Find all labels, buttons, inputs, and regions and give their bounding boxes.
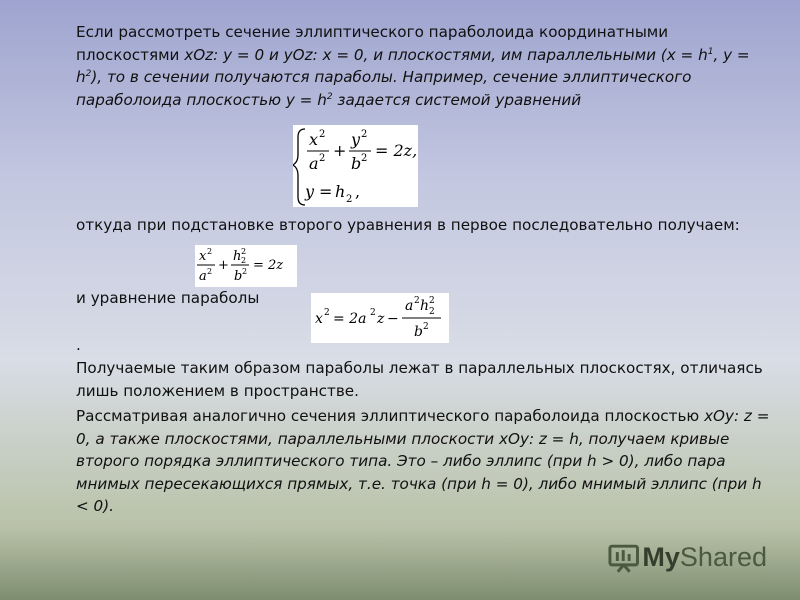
svg-text:h: h <box>335 182 346 201</box>
closing-text: Рассматривая аналогично сечения эллиптического параболоида плоскостью <box>76 407 705 425</box>
svg-text:+: + <box>218 258 229 273</box>
svg-text:2: 2 <box>370 308 376 318</box>
intro-text-italic-1: xOz: y = 0 и yOz: x = 0, и плоскостями, им параллельными (x = h <box>184 45 708 64</box>
svg-text:2: 2 <box>241 247 247 256</box>
h2-superscript: 2 <box>85 69 92 79</box>
intro-text-italic-2: , y = h <box>76 45 750 86</box>
svg-text:= 2z: = 2z <box>253 258 284 273</box>
svg-text:z: z <box>377 311 385 327</box>
svg-text:,: , <box>355 182 361 201</box>
svg-text:a: a <box>405 298 414 314</box>
closing-paragraph <box>76 405 776 518</box>
svg-text:2: 2 <box>414 296 420 306</box>
sys-y-row2: y <box>305 182 315 201</box>
svg-text:2: 2 <box>207 267 213 276</box>
intro-text-italic-4: задается системой уравнений <box>332 90 582 109</box>
substitution-formula <box>195 245 297 287</box>
sys-x: x <box>309 130 319 149</box>
sys-y: y <box>351 130 361 149</box>
svg-text:2: 2 <box>324 308 330 318</box>
svg-text:2: 2 <box>241 256 247 265</box>
svg-text:2: 2 <box>207 247 213 256</box>
svg-text:2: 2 <box>429 307 435 317</box>
svg-text:2: 2 <box>319 129 326 140</box>
sys-rhs: = 2z, <box>375 141 418 160</box>
h1-subscript: 1 <box>707 46 714 57</box>
logo-text: MyShared <box>642 541 767 572</box>
svg-text:h: h <box>233 249 242 264</box>
svg-text:2: 2 <box>346 194 353 205</box>
intro-text: Если рассмотреть сечение эллиптического параболоида координатными плоскостями <box>76 23 669 64</box>
svg-text:2: 2 <box>319 153 326 164</box>
svg-text:a: a <box>199 269 207 284</box>
intro-paragraph <box>76 21 776 111</box>
svg-text:=: = <box>319 182 333 201</box>
svg-text:2: 2 <box>429 296 435 306</box>
sys-b: b <box>351 154 362 173</box>
svg-text:2: 2 <box>361 129 368 140</box>
myshared-logo <box>607 539 767 575</box>
system-of-equations-formula <box>293 125 418 207</box>
svg-text:h: h <box>420 298 430 314</box>
svg-text:+: + <box>333 141 347 160</box>
sys-a: a <box>309 154 319 173</box>
intro-text-italic-3: ), то в сечении получаются параболы. Например, сечение эллиптического параболоида плоскостью y = h <box>76 68 692 109</box>
svg-text:−: − <box>387 311 399 327</box>
svg-text:2: 2 <box>423 322 429 332</box>
planes-paragraph: Получаемые таким образом параболы лежат в параллельных плоскостях, отличаясь лишь положением в пространстве. <box>76 359 763 400</box>
svg-text:x: x <box>315 311 323 327</box>
svg-text:b: b <box>234 269 243 284</box>
svg-text:= 2a: = 2a <box>333 311 367 327</box>
svg-text:2: 2 <box>242 267 248 276</box>
presentation-board-icon <box>607 541 642 573</box>
svg-text:x: x <box>199 249 207 264</box>
substitution-paragraph: откуда при подстановке второго уравнения в первое последовательно получаем: <box>76 216 740 234</box>
svg-text:2: 2 <box>361 153 368 164</box>
dot: . <box>76 336 81 354</box>
closing-text-italic: xOy: z = 0, а также плоскостями, параллельными плоскости xOy: z = h, получаем кривые второго порядка эллиптического типа. Это – либо эллипс (при h > 0), либо пара мнимых пересекающихся прямых, т.е. точка (при h = 0), либо мнимый эллипс (при h < 0). <box>76 407 770 515</box>
h2-superscript-2: 2 <box>326 91 333 102</box>
parabola-paragraph: и уравнение параболы <box>76 289 260 307</box>
svg-text:b: b <box>414 324 423 340</box>
